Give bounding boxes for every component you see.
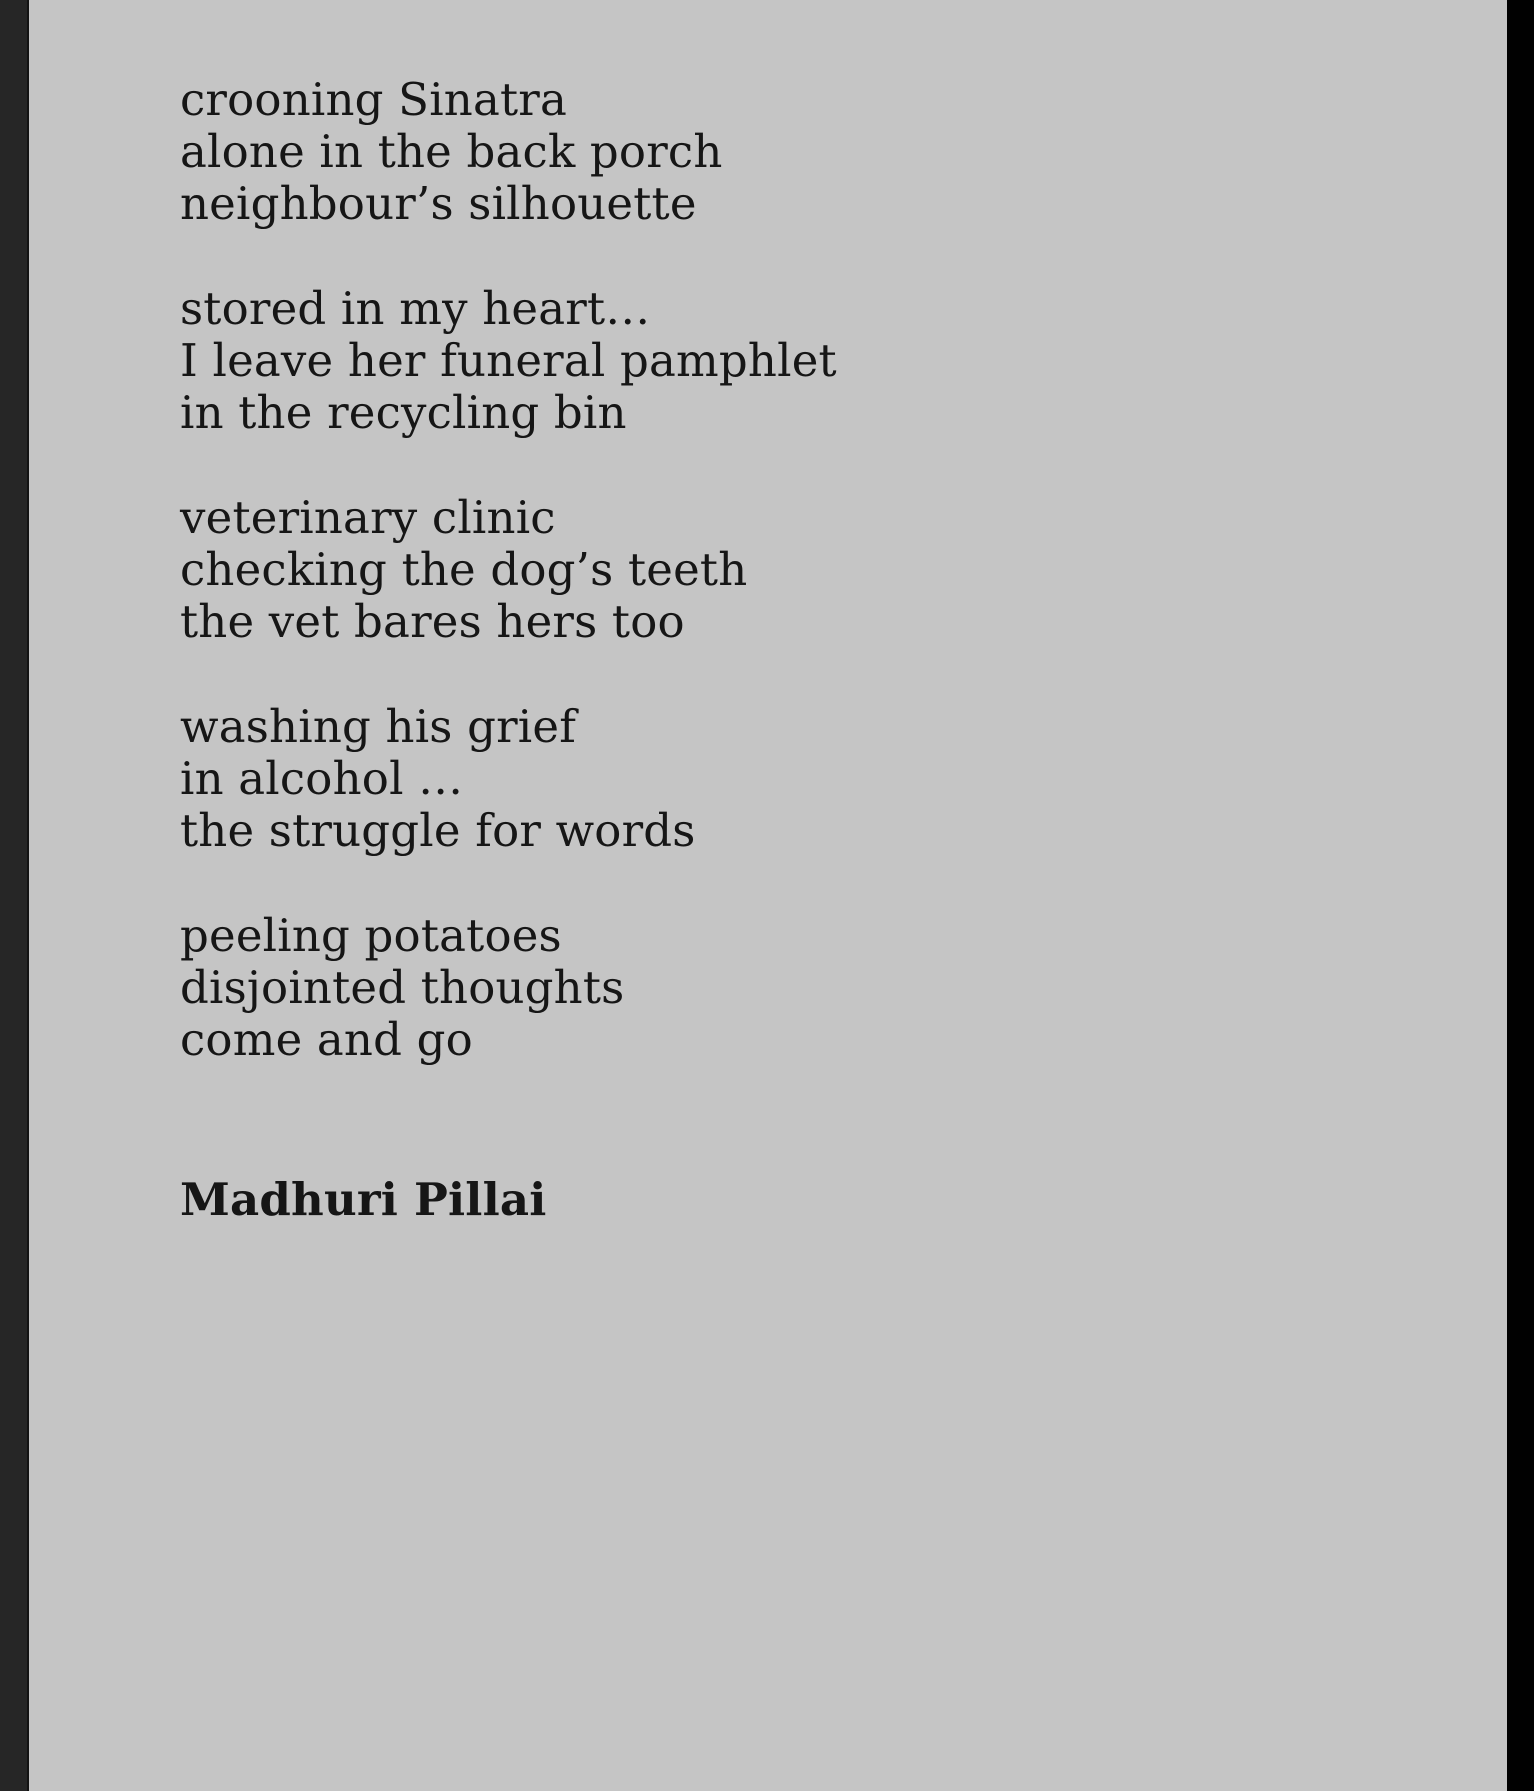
poem-line: the struggle for words — [180, 804, 696, 857]
poem-line: washing his grief — [180, 700, 577, 753]
poem-line: checking the dog’s teeth — [180, 543, 748, 596]
poem-line: I leave her funeral pamphlet — [180, 334, 837, 387]
left-border-strip — [0, 0, 29, 1791]
stanza-2 — [180, 283, 1474, 439]
right-border-strip — [1507, 0, 1534, 1791]
poem-content — [180, 74, 1474, 1226]
poem-line: in the recycling bin — [180, 386, 627, 439]
poem-line: veterinary clinic — [180, 491, 556, 544]
author-name: Madhuri Pillai — [180, 1173, 547, 1226]
poem-line: come and go — [180, 1013, 473, 1066]
poem-line: neighbour’s silhouette — [180, 177, 697, 230]
stanza-4 — [180, 701, 1474, 857]
poem-line: crooning Sinatra — [180, 73, 568, 126]
poem-line: in alcohol … — [180, 752, 464, 805]
stanza-1 — [180, 74, 1474, 230]
stanza-3 — [180, 492, 1474, 648]
poem-line: disjointed thoughts — [180, 961, 625, 1014]
poem-line: peeling potatoes — [180, 909, 562, 962]
stanza-5 — [180, 910, 1474, 1066]
poem-line: the vet bares hers too — [180, 595, 685, 648]
poem-line: alone in the back porch — [180, 125, 723, 178]
poem-line: stored in my heart… — [180, 282, 651, 335]
